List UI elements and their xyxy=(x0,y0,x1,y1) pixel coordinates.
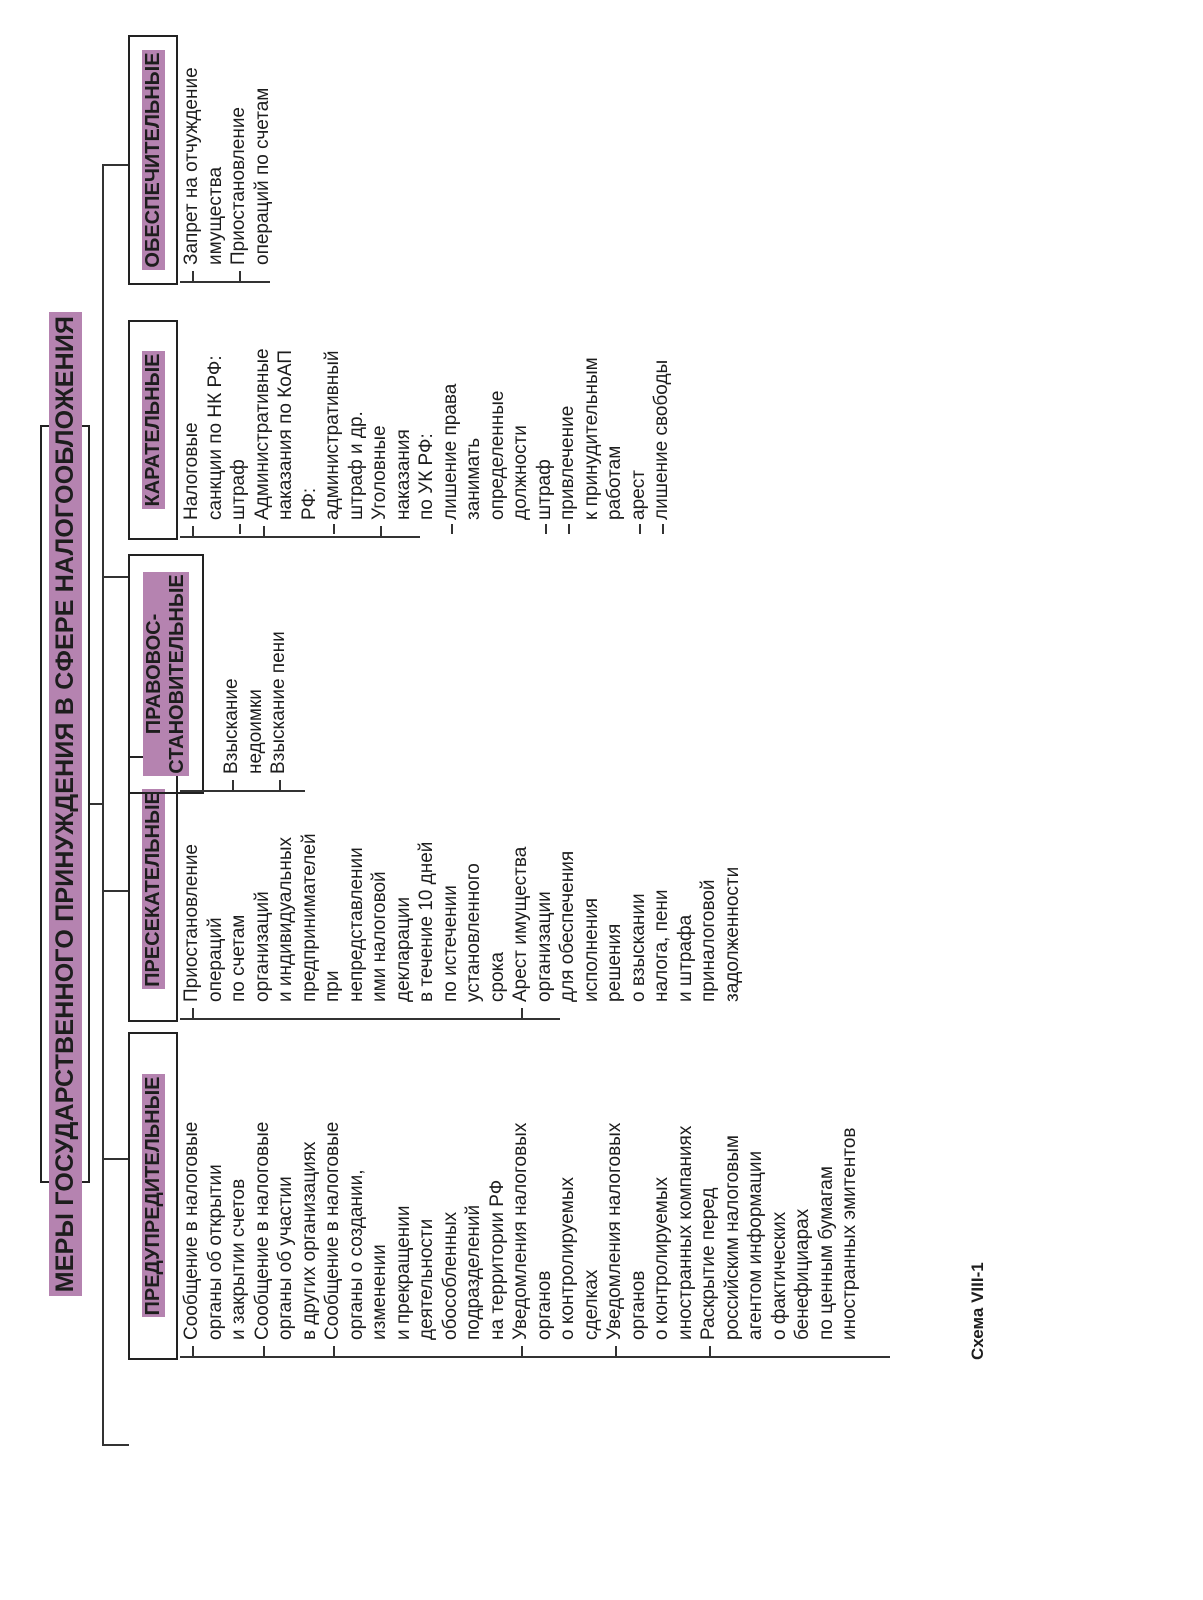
category-label: ПРЕДУПРЕДИТЕЛЬНЫЕ xyxy=(141,1076,164,1316)
list-item: Налоговые санкции по НК РФ: xyxy=(180,288,227,538)
diagram-title-box xyxy=(40,315,90,1293)
category-label: ПРЕСЕКАТЕЛЬНЫЕ xyxy=(141,791,164,987)
list-item: Уведомления налоговых органов о контролируемых иностранных компаниях xyxy=(603,1028,697,1358)
stem-restorative xyxy=(102,890,129,892)
category-bus xyxy=(102,164,104,1446)
category-label: КАРАТЕЛЬНЫЕ xyxy=(141,353,164,507)
stem-punitive xyxy=(102,576,129,578)
column-suppressive xyxy=(180,790,744,1020)
sub-item: административный штраф и др. xyxy=(321,288,368,534)
stem-securing xyxy=(102,164,129,166)
list-item: Сообщение в налоговые органы о создании, изменении и прекращении деятельности обособленных подразделений на территории РФ xyxy=(321,1028,509,1358)
list-item: Сообщение в налоговые органы об открытии и закрытии счетов xyxy=(180,1028,251,1358)
list-item: Арест имущества организации для обеспечения исполнения решения о взыскании налога, пени и штрафа приналоговой задолженности xyxy=(509,790,744,1020)
sub-item: лишение права занимать определенные должности xyxy=(439,288,533,534)
list-item: Приостановление операций по счетам организаций и индивидуальных предпринимателей при непредставлении ими налоговой декларации в течение 10 дней по истечении установленного срока xyxy=(180,790,509,1020)
column-restorative xyxy=(220,562,291,792)
list-item: Уголовные наказания по УК РФ: xyxy=(368,288,439,538)
sub-item: штраф xyxy=(533,288,557,534)
category-label: ПРАВОВОС- СТАНОВИТЕЛЬНЫЕ xyxy=(143,574,188,774)
list-item: Запрет на отчуждение имущества xyxy=(180,13,227,283)
column-punitive xyxy=(180,288,674,538)
category-suppressive xyxy=(128,756,178,1022)
column-securing xyxy=(180,13,274,283)
sub-item: арест xyxy=(627,288,651,534)
figure-caption: Схема VIII-1 xyxy=(968,1262,987,1360)
list-item: Раскрытие перед российским налоговым агентом информации о фактических бенефициарах по ценным бумагам иностранных эмитентов xyxy=(697,1028,862,1358)
sub-item: штраф xyxy=(227,288,251,534)
list-item: Административные наказания по КоАП РФ: xyxy=(251,288,322,538)
diagram-title: МЕРЫ ГОСУДАРСТВЕННОГО ПРИНУЖДЕНИЯ В СФЕРЕ НАЛОГООБЛОЖЕНИЯ xyxy=(49,312,82,1296)
list-item: Сообщение в налоговые органы об участии в других организациях xyxy=(251,1028,322,1358)
stem-preventive xyxy=(102,1444,129,1446)
category-punitive xyxy=(128,320,178,540)
category-preventive xyxy=(128,1032,178,1360)
list-item: Уведомления налоговых органов о контролируемых сделках xyxy=(509,1028,603,1358)
list-item: Приостановление операций по счетам xyxy=(227,13,274,283)
list-item: Взыскание недоимки xyxy=(220,562,267,792)
list-item: Взыскание пени xyxy=(267,562,291,792)
column-preventive xyxy=(180,1028,862,1358)
category-restorative xyxy=(128,554,204,794)
category-securing xyxy=(128,35,178,285)
sub-item: лишение свободы xyxy=(650,288,674,534)
sub-item: привлечение к принудительным работам xyxy=(556,288,627,534)
stem-suppressive xyxy=(102,1158,129,1160)
category-label: ОБЕСПЕЧИТЕЛЬНЫЕ xyxy=(141,52,164,268)
